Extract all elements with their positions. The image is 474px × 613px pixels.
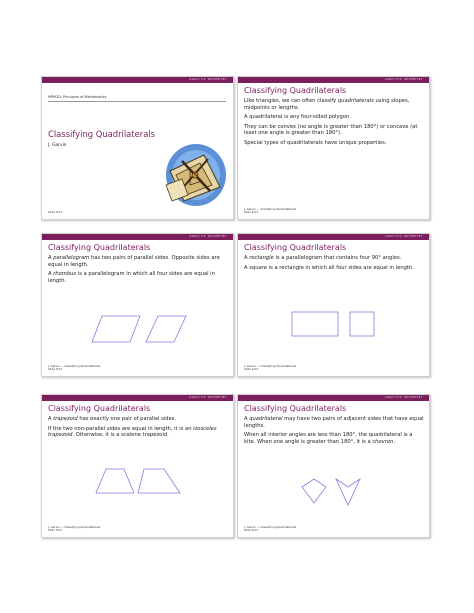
- slide-4: [237, 233, 430, 377]
- isosceles-trapezoid-shape: [96, 469, 134, 493]
- parallelogram-rhombus-figures: [90, 314, 190, 348]
- divider: [48, 101, 226, 102]
- slide-title: Classifying Quadrilaterals: [48, 129, 156, 139]
- slide-body: [48, 416, 228, 442]
- paragraph: Special types of quadrilaterals have unique properties.: [244, 139, 387, 146]
- slide-header-bar: ANALYTIC GEOMETRY: [238, 234, 429, 240]
- kite-chevron-figures: [298, 477, 368, 509]
- paragraph: They can be convex (no angle is greater than 180°) or concave (at least one angle is greater than 180°).: [244, 123, 418, 137]
- parallelogram-shape: [92, 316, 140, 342]
- slide-body: [48, 255, 228, 287]
- slide-body: [244, 416, 424, 448]
- slide-footer: J. Garvin — Classifying Quadrilaterals Slide 4/13: [244, 363, 297, 372]
- slide-header-bar: ANALYTIC GEOMETRY: [42, 77, 233, 83]
- paragraph: A rectangle is a parallelogram that contains four 90° angles.: [244, 255, 402, 261]
- slide-title: Classifying Quadrilaterals: [244, 86, 347, 95]
- paragraph: A rhombus is a parallelogram in which all four sides are equal in length.: [48, 271, 215, 284]
- slide-header-bar: ANALYTIC GEOMETRY: [238, 395, 429, 401]
- slide-1: [41, 76, 234, 220]
- paragraph: If the two non-parallel sides are equal in length, it is an isosceles trapezoid. Otherwise, it is a scalene trapezoid.: [48, 425, 217, 439]
- kite-shape: [302, 479, 326, 503]
- rectangle-square-figures: [290, 310, 380, 340]
- slide-header-bar: ANALYTIC GEOMETRY: [42, 395, 233, 401]
- paragraph: A parallelogram has two pairs of parallel sides. Opposite sides are equal in length.: [48, 255, 220, 268]
- paragraph: A square is a rectangle in which all four sides are equal in length.: [244, 264, 414, 271]
- slide-footer: J. Garvin — Classifying Quadrilaterals Slide 2/13: [244, 206, 297, 215]
- slide-footer: J. Garvin — Classifying Quadrilaterals Slide 6/13: [244, 524, 297, 533]
- slide-5: [41, 394, 234, 538]
- slide-number: Slide 1/13: [48, 210, 62, 215]
- slide-6: [237, 394, 430, 538]
- course-name: MPM2D: Principles of Mathematics: [48, 95, 107, 99]
- geometry-tools-clipart: [160, 141, 228, 209]
- slide-footer: J. Garvin — Classifying Quadrilaterals Slide 5/13: [48, 524, 101, 533]
- slide-title: Classifying Quadrilaterals: [244, 243, 347, 252]
- paragraph: Like triangles, we can often classify quadrilaterals using slopes, midpoints or lengths.: [244, 98, 410, 111]
- slide-2: [237, 76, 430, 220]
- paragraph: When all interior angles are less than 180°, the quadrilateral is a kite. When one angle is greater than 180°, it is a chevron.: [244, 432, 413, 445]
- slide-body: [244, 255, 424, 274]
- paragraph: A trapezoid has exactly one pair of parallel sides.: [48, 416, 177, 422]
- slide-title: Classifying Quadrilaterals: [48, 243, 151, 252]
- square-shape: [350, 312, 374, 336]
- chevron-shape: [336, 479, 360, 505]
- slide-body: [244, 98, 424, 150]
- slide-footer: J. Garvin — Classifying Quadrilaterals Slide 3/13: [48, 363, 101, 372]
- slide-header-bar: ANALYTIC GEOMETRY: [238, 77, 429, 83]
- slide-title: Classifying Quadrilaterals: [48, 404, 151, 413]
- slide-3: [41, 233, 234, 377]
- slide-header-bar: ANALYTIC GEOMETRY: [42, 234, 233, 240]
- rectangle-shape: [292, 312, 338, 336]
- author-name: J. Garvin: [48, 143, 67, 148]
- paragraph: A quadrilateral is any four-sided polygon.: [244, 114, 351, 121]
- scalene-trapezoid-shape: [138, 469, 180, 493]
- rhombus-shape: [146, 316, 186, 342]
- trapezoid-figures: [94, 467, 184, 497]
- slide-title: Classifying Quadrilaterals: [244, 404, 347, 413]
- paragraph: A quadrilateral may have two pairs of adjacent sides that have equal lengths.: [244, 416, 424, 429]
